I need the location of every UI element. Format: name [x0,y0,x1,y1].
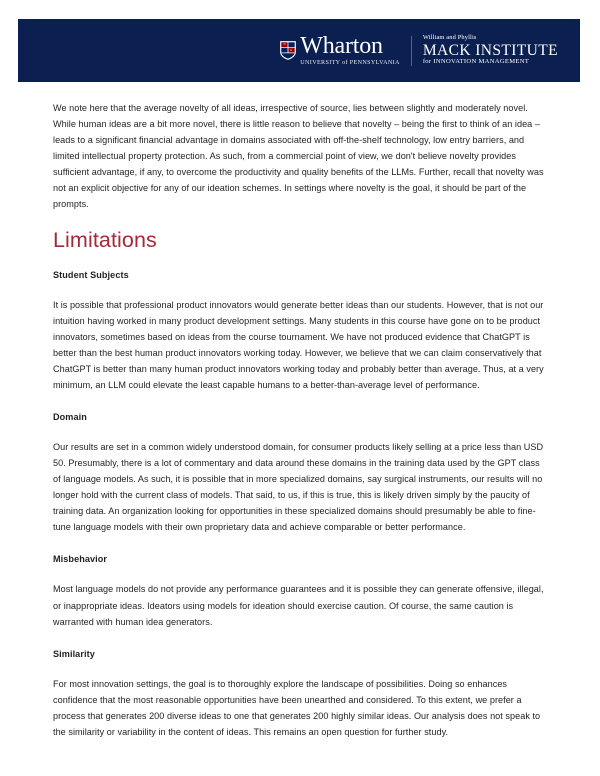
subsection-heading: Similarity [53,648,95,659]
mack-eyebrow-text: William and Phyllis [422,34,477,42]
intro-paragraph: We note here that the average novelty of all ideas, irrespective of source, lies between slightly and moderately novel. While human ideas are a bit more novel, there is little reason to believe that novelty – being the first to think of an idea – leads to a significant financial advantage in domains associated with off-the-shelf technology, low entry barriers, and limited intellectual property protection. As such, from a commercial point of view, we don't believe novelty provides sufficient advantage, if any, to overcome the productivity and quality benefits of the LLMs. Further, recall that novelty was not an explicit objective for any of our ideation schemes. In settings where novelty is the goal, it should be part of the prompts. [53,103,544,210]
wharton-mack-logo-lockup [280,34,558,66]
penn-shield-crest-icon [280,41,296,60]
subsection-heading: Misbehavior [53,554,108,565]
subsection-domain [53,410,548,535]
mack-institute-logo [423,35,558,66]
subsection-heading: Student Subjects [53,269,129,280]
section-heading-limitations: Limitations [53,228,157,253]
subsection-similarity [53,647,548,740]
wharton-subtitle-text: UNIVERSITY of PENNSYLVANIA [300,60,400,67]
subsection-student-subjects [53,268,548,393]
mack-tagline-text: for INNOVATION MANAGEMENT [422,58,530,66]
subsection-body: Most language models do not provide any performance guarantees and it is possible they can generate offensive, illegal, or inappropriate ideas. Ideators using models for ideation should exercise caution. Of course, the same caution is warranted with human idea generators. [53,584,544,627]
subsection-body: It is possible that professional product innovators would generate better ideas than our students. However, that is not our intuition having worked in many product development settings. Many students in this course have gone on to be product innovators, sometimes based on ideas from the course tournament. We have not produced evidence that ChatGPT is better than the best human product innovators working today. However, we believe that we can claim conservatively that ChatGPT is better than many human product innovators working today and probably better than average. Thus, at a very minimum, an LLM could elevate the least capable humans to a better-than-average level of performance. [53,299,544,391]
logo-divider [411,36,412,66]
subsection-heading: Domain [53,412,87,423]
mack-name-text: MACK INSTITUTE [422,41,558,59]
subsection-body: Our results are set in a common widely understood domain, for consumer products likely selling at a price less than USD 50. Presumably, there is a lot of commentary and data around these domains in the training data used by the GPT class of language models. As such, it is possible that in more specialized domains, say surgical instruments, our results will no longer hold with the current class of models. That said, to us, if this is true, this is likely driven simply by the paucity of training data. An organization looking for opportunities in these specialized domains should presumably be able to fine-tune language models with their own proprietary data and achieve comparable or better performance. [53,442,544,533]
page-header-band [18,19,580,82]
wharton-wordmark [300,34,400,66]
subsection-misbehavior [53,552,548,629]
subsection-body: For most innovation settings, the goal is to thoroughly explore the landscape of possibilities. Doing so enhances confidence that the most reasonable opportunities have been unearthed and considered. To this extent, we prefer a process that generates 200 diverse ideas to one that generates 200 highly similar ideas. Our analysis does not speak to the similarity or variability in the content of ideas. This remains an open question for further study. [53,678,541,737]
wharton-name-text: Wharton [300,33,383,60]
wharton-logo [280,34,400,66]
document-content [53,100,548,757]
